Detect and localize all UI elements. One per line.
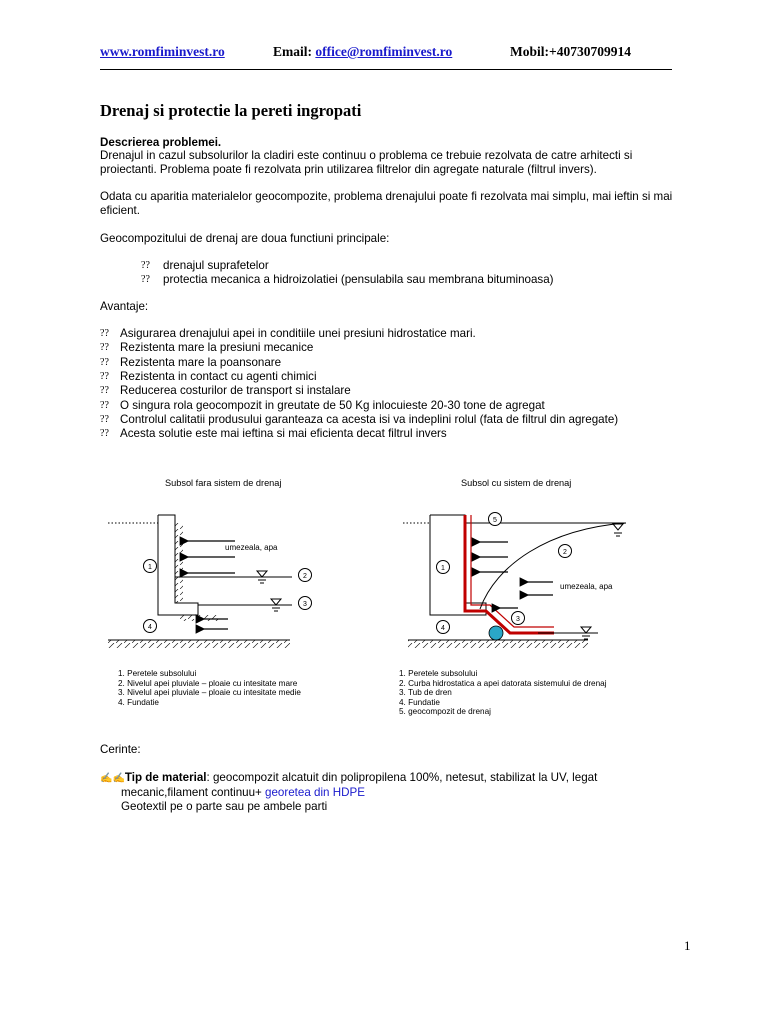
bullet-icon: ?? bbox=[100, 385, 109, 397]
legend-item: 4. Fundatie bbox=[118, 697, 159, 707]
list-item-text: Asigurarea drenajului apei in conditiile unei presiuni hidrostatice mari. bbox=[120, 327, 476, 340]
svg-text:2: 2 bbox=[563, 549, 567, 556]
paragraph-3: Geocompozitului de drenaj are doua functiuni principale: bbox=[100, 232, 390, 245]
svg-text:5: 5 bbox=[493, 517, 497, 524]
legend-item: 5. geocompozit de drenaj bbox=[399, 707, 491, 717]
svg-text:3: 3 bbox=[303, 601, 307, 608]
marker-2 bbox=[299, 569, 312, 582]
list-item-text: O singura rola geocompozit in greutate de 50 Kg inlocuieste 20-30 tone de agregat bbox=[120, 398, 545, 412]
legend-item: 3. Tub de dren bbox=[399, 688, 452, 698]
bullet-icon: ?? bbox=[100, 356, 109, 368]
mobile-number: Mobil:+40730709914 bbox=[510, 44, 631, 59]
email-label: Email: bbox=[273, 44, 312, 59]
website-link[interactable]: www.romfiminvest.ro bbox=[100, 44, 225, 59]
marker-1 bbox=[144, 560, 157, 573]
requirements-line-2 bbox=[100, 786, 700, 800]
legend-item: 1. Peretele subsolului bbox=[118, 669, 197, 678]
requirements-line-3: Geotextil pe o parte sau pe ambele parti bbox=[121, 800, 328, 814]
svg-text:3: 3 bbox=[516, 616, 520, 623]
bullet-icon: ?? bbox=[141, 260, 150, 271]
diagram-left-caption: Subsol fara sistem de drenaj bbox=[165, 478, 282, 488]
svg-text:1: 1 bbox=[441, 565, 445, 572]
advantages-heading: Avantaje: bbox=[100, 300, 149, 313]
bullet-icon: ?? bbox=[100, 328, 109, 339]
diagram-right-label: umezeala, apa bbox=[560, 582, 613, 591]
list-item-text: protectia mecanica a hidroizolatiei (pensulabila sau membrana bituminoasa) bbox=[163, 273, 554, 286]
list-item-text: Rezistenta mare la presiuni mecanice bbox=[120, 341, 314, 355]
email-link[interactable]: office@romfiminvest.ro bbox=[315, 44, 453, 59]
paragraph-2: Odata cu aparitia materialelor geocompozite, problema drenajului poate fi rezolvata mai simplu, mai ieftin si mai eficient. bbox=[100, 190, 673, 218]
marker-4 bbox=[437, 621, 450, 634]
bullet-icon: ?? bbox=[100, 413, 109, 425]
list-item-text: Rezistenta in contact cu agenti chimici bbox=[120, 369, 317, 383]
hdpe-text: georetea din HDPE bbox=[261, 786, 365, 800]
svg-text:1: 1 bbox=[148, 564, 152, 571]
requirements-block bbox=[100, 771, 700, 815]
bullet-icon: ?? bbox=[100, 399, 109, 411]
diagram-left bbox=[100, 505, 330, 655]
page-title: Drenaj si protectie la pereti ingropati bbox=[100, 101, 362, 120]
svg-text:2: 2 bbox=[303, 573, 307, 580]
bullet-icon: ?? bbox=[100, 428, 109, 440]
marker-1 bbox=[437, 561, 450, 574]
requirements-heading: Cerinte: bbox=[100, 743, 141, 756]
page-number: 1 bbox=[684, 938, 691, 953]
marker-4 bbox=[144, 620, 157, 633]
svg-text:4: 4 bbox=[441, 625, 445, 632]
marker-2 bbox=[559, 545, 572, 558]
bullet-icon: ?? bbox=[100, 342, 109, 354]
list-item-text: drenajul suprafetelor bbox=[163, 259, 269, 272]
requirements-line-1 bbox=[100, 771, 700, 786]
legend-item: 2. Nivelul apei pluviale – ploaie cu intesitate mare bbox=[118, 678, 298, 688]
marker-5 bbox=[489, 513, 502, 526]
svg-text:4: 4 bbox=[148, 624, 152, 631]
list-item-text: Reducerea costurilor de transport si instalare bbox=[120, 384, 351, 398]
marker-3 bbox=[299, 597, 312, 610]
bullet-icon: ?? bbox=[100, 370, 109, 382]
email-line bbox=[273, 44, 452, 60]
paragraph-1: Drenajul in cazul subsolurilor la cladiri este continuu o problema ce trebuie rezolvata de catre arhitecti si proiectanti. Problema poate fi rezolvata prin utilizarea filtrelor din agregate naturale (filtrul invers). bbox=[100, 149, 633, 177]
material-type-text: : geocompozit alcatuit din polipropilena 100%, netesut, stabilizat la UV, legat bbox=[206, 771, 598, 784]
legend-item: 2. Curba hidrostatica a apei datorata sistemului de drenaj bbox=[399, 678, 607, 688]
marker-3 bbox=[512, 612, 525, 625]
bullet-icon: ?? bbox=[141, 274, 150, 285]
legend-item: 1. Peretele subsolului bbox=[399, 669, 478, 678]
diagram-right-caption: Subsol cu sistem de drenaj bbox=[461, 478, 572, 488]
diagram-left-label: umezeala, apa bbox=[225, 543, 278, 552]
legend-left bbox=[118, 669, 301, 707]
diagram-right bbox=[398, 505, 638, 655]
section-heading: Descrierea problemei. bbox=[100, 136, 222, 149]
legend-right bbox=[399, 669, 607, 717]
list-item-text: Controlul calitatii produsului garanteaza ca acesta isi va indeplini rolul (fata de filtrul din agregate) bbox=[120, 412, 619, 426]
writing-hand-icon: ✍✍ bbox=[100, 773, 125, 784]
legend-item: 3. Nivelul apei pluviale – ploaie cu intesitate medie bbox=[118, 688, 301, 698]
list-item-text: Acesta solutie este mai ieftina si mai eficienta decat filtrul invers bbox=[120, 427, 447, 441]
header-divider bbox=[100, 69, 672, 70]
legend-item: 4. Fundatie bbox=[399, 697, 440, 707]
list-item-text: Rezistenta mare la poansonare bbox=[120, 355, 282, 369]
material-type-text-2: mecanic,filament continuu+ bbox=[121, 786, 262, 800]
material-type-label: Tip de material bbox=[124, 771, 207, 784]
